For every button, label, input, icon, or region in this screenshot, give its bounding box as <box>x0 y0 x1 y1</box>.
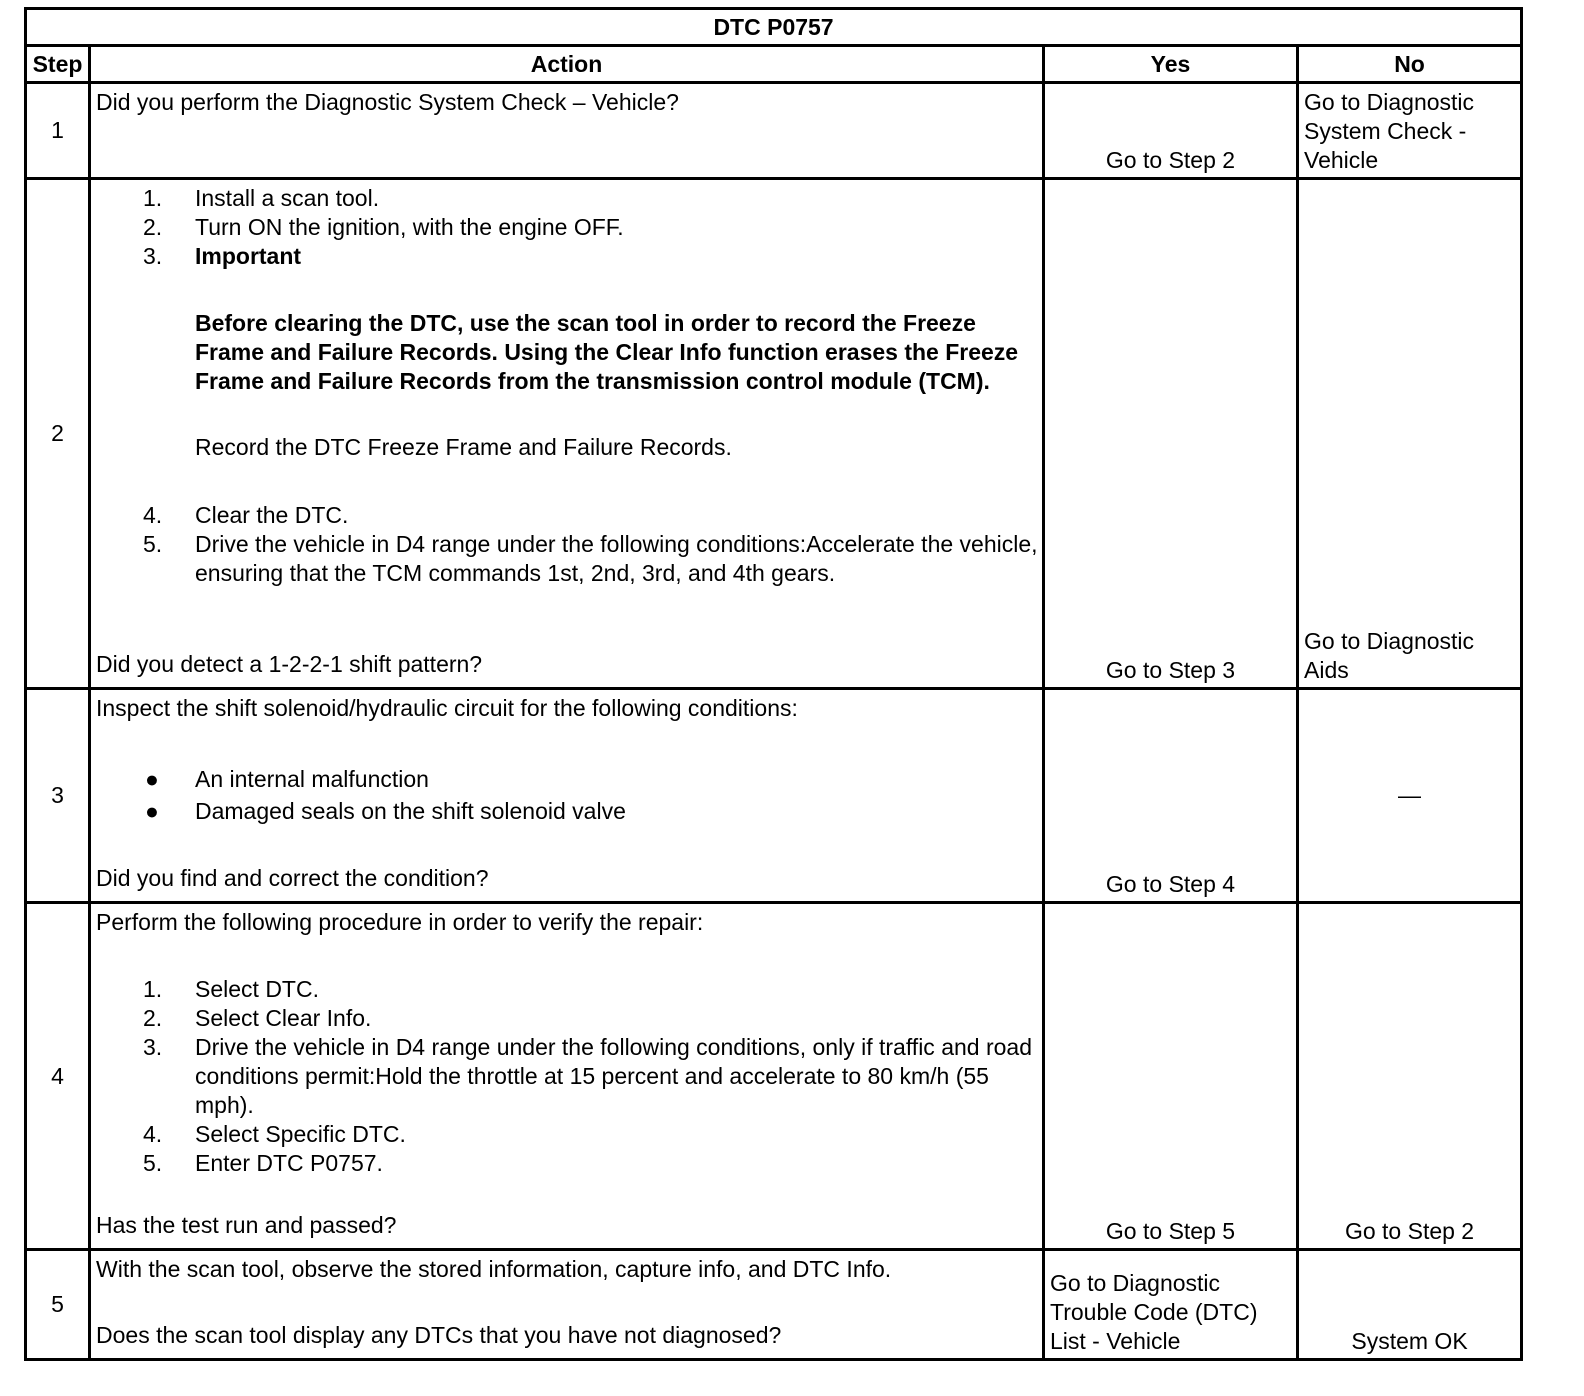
no-cell: System OK <box>1298 1250 1522 1360</box>
list-item: 5. Drive the vehicle in D4 range under the following conditions:Accelerate the vehicle, ensuring that the TCM commands 1st, 2nd, 3rd, and 4th gears. <box>143 531 1038 586</box>
header-step: Step <box>26 46 90 83</box>
table-row-step-3 <box>26 689 1522 903</box>
table-row-step-2 <box>26 179 1522 689</box>
list-item: 3. Important <box>143 243 302 269</box>
action-cell <box>90 1250 1044 1360</box>
table-row-step-1 <box>26 83 1522 179</box>
step-number: 4 <box>26 903 90 1250</box>
yes-cell: Go to Diagnostic Trouble Code (DTC) List - Vehicle <box>1044 1250 1298 1360</box>
step-number: 1 <box>26 83 90 179</box>
header-action: Action <box>90 46 1044 83</box>
no-cell: — <box>1298 689 1522 903</box>
bullet-list <box>96 763 1038 827</box>
yes-cell: Go to Step 4 <box>1044 689 1298 903</box>
header-no: No <box>1298 46 1522 83</box>
question-text: Did you perform the Diagnostic System Check – Vehicle? <box>96 89 679 115</box>
question-text: Did you find and correct the condition? <box>96 865 489 891</box>
no-cell: Go to Diagnostic Aids <box>1298 179 1522 689</box>
numbered-list <box>96 184 1038 271</box>
list-item: 4. Select Specific DTC. <box>143 1121 406 1147</box>
no-cell: Go to Diagnostic System Check - Vehicle <box>1298 83 1522 179</box>
question-text: Does the scan tool display any DTCs that you have not diagnosed? <box>96 1322 782 1348</box>
action-cell <box>90 689 1044 903</box>
action-cell <box>90 179 1044 689</box>
record-text: Record the DTC Freeze Frame and Failure Records. <box>195 434 732 460</box>
yes-cell: Go to Step 3 <box>1044 179 1298 689</box>
action-cell <box>90 903 1044 1250</box>
list-item: 4. Clear the DTC. <box>143 502 349 528</box>
list-item: 2. Select Clear Info. <box>143 1005 372 1031</box>
no-cell: Go to Step 2 <box>1298 903 1522 1250</box>
list-item: ● Damaged seals on the shift solenoid valve <box>145 797 626 824</box>
table-row-step-4 <box>26 903 1522 1250</box>
intro-text: Perform the following procedure in order to verify the repair: <box>96 909 704 935</box>
table-title: DTC P0757 <box>26 9 1522 46</box>
list-item: ● An internal malfunction <box>145 765 429 792</box>
intro-text: With the scan tool, observe the stored information, capture info, and DTC Info. <box>96 1256 892 1282</box>
important-note: Before clearing the DTC, use the scan tool in order to record the Freeze Frame and Failure Records. Using the Clear Info function erases the Freeze Frame and Failure Records from the transmission control module (TCM). <box>195 310 1019 394</box>
action-cell <box>90 83 1044 179</box>
yes-cell: Go to Step 5 <box>1044 903 1298 1250</box>
list-item: 1. Select DTC. <box>143 976 319 1002</box>
question-text: Has the test run and passed? <box>96 1212 397 1238</box>
table-row-step-5 <box>26 1250 1522 1360</box>
header-row <box>26 46 1522 83</box>
numbered-list <box>96 975 1038 1178</box>
list-item: 1. Install a scan tool. <box>143 185 380 211</box>
intro-text: Inspect the shift solenoid/hydraulic circuit for the following conditions: <box>96 695 798 721</box>
list-item: 3. Drive the vehicle in D4 range under the following conditions, only if traffic and road conditions permit:Hold the throttle at 15 percent and accelerate to 80 km/h (55 mph). <box>143 1034 1032 1118</box>
document-page <box>24 7 1520 1361</box>
list-item: 2. Turn ON the ignition, with the engine OFF. <box>143 214 624 240</box>
list-item: 5. Enter DTC P0757. <box>143 1150 383 1176</box>
yes-cell: Go to Step 2 <box>1044 83 1298 179</box>
step-number: 3 <box>26 689 90 903</box>
title-row <box>26 9 1522 46</box>
question-text: Did you detect a 1-2-2-1 shift pattern? <box>96 651 483 677</box>
header-yes: Yes <box>1044 46 1298 83</box>
step-number: 5 <box>26 1250 90 1360</box>
step-number: 2 <box>26 179 90 689</box>
numbered-list <box>96 501 1038 588</box>
dtc-table <box>24 7 1523 1361</box>
